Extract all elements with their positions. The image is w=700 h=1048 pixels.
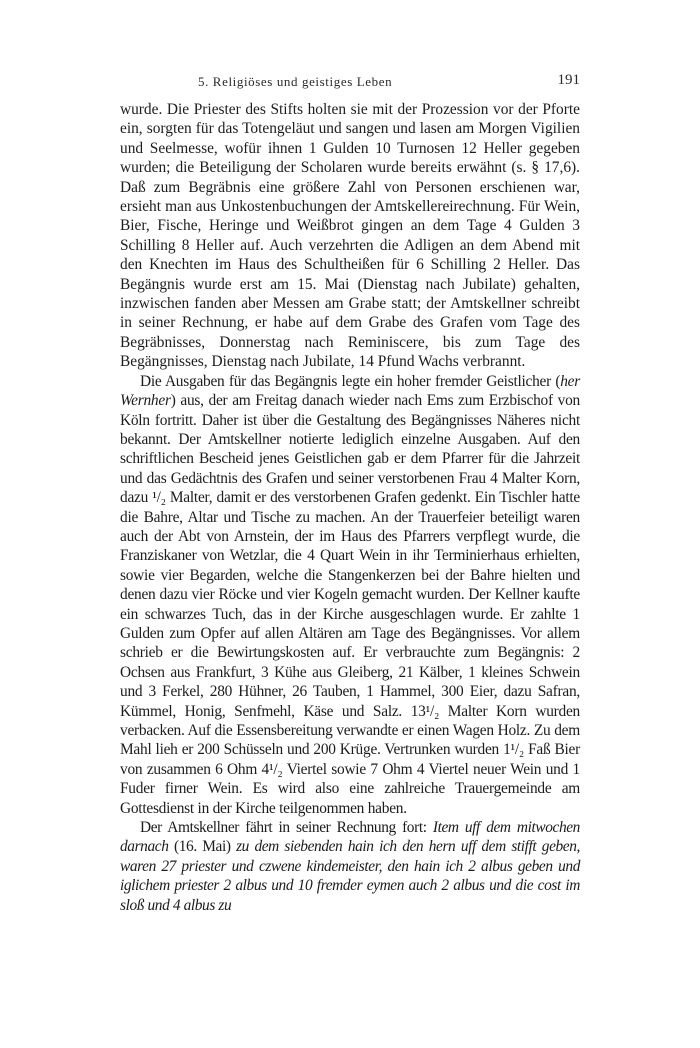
running-header	[120, 72, 580, 92]
text-segment: Der Amtskellner fährt in seiner Rechnung fort:	[140, 819, 433, 837]
page-number: 191	[557, 72, 580, 88]
paragraph-1	[120, 100, 580, 372]
paragraph-2	[120, 372, 580, 818]
text-segment: Die Ausgaben für das Begängnis legte ein hoher fremder Geistlicher (	[140, 372, 561, 390]
text-segment: ) aus, der am Freitag danach wieder nach Ems zum Erzbischof von Köln fortritt. Daher ist über die Gestaltung des Begängnisses Näheres nicht bekannt. Der Amtskellner notierte lediglich einzelne Ausgaben. Auf den schriftlichen Bescheid jenes Geistlichen gab er dem Pfarrer für die Jahrzeit und das Gedächtnis des Grafen und seiner verstorbenen Frau 4 Malter Korn, dazu ¹/₂ Malter, damit er des verstorbenen Grafen gedenkt. Ein Tischler hatte die Bahre, Altar und Tische zu machen. An der Trauerfeier beteiligt waren auch der Abt von Arnstein, der im Haus des Pfarrers verpflegt wurde, die Franziskaner von Wetzlar, die 4 Quart Wein in ihr Terminierhaus erhielten, sowie vier Begarden, welche die Stangenkerzen bei der Bahre hielten und denen dazu vier Röcke und vier Kogeln gemacht wurden. Der Kellner kaufte ein schwarzes Tuch, das in der Kirche ausgeschlagen wurde. Er zahlte 1 Gulden zum Opfer auf allen Altären am Tage des Begängnisses. Vor allem schrieb er die Bewirtungskosten auf. Er verbrauchte zum Begängnis: 2 Ochsen aus Frankfurt, 3 Kühe aus Gleiberg, 21 Kälber, 1 kleines Schwein und 3 Ferkel, 280 Hühner, 26 Tauben, 1 Hammel, 300 Eier, dazu Safran, Kümmel, Honig, Senfmehl, Käse und Salz. 13¹/₂ Malter Korn wurden verbacken. Auf die Essensbereitung verwandte er einen Wagen Holz. Zu dem Mahl lieh er 200 Schüsseln und 200 Krüge. Vertrunken wurden 1¹/₂ Faß Bier von zusammen 6 Ohm 4¹/₂ Viertel sowie 7 Ohm 4 Viertel neuer Wein und 1 Fuder firner Wein. Es wird also eine zahlreiche Trauergemeinde am Gottesdienst in der Kirche teilgenommen haben.	[120, 392, 580, 817]
italic-segment: her Wernher	[120, 372, 580, 410]
italic-segment: Item uff dem mitwochen darnach	[120, 819, 580, 856]
body-text	[120, 100, 580, 915]
text-segment: wurde. Die Priester des Stifts holten sie mit der Prozession vor der Pforte ein, sorgten für das Totengeläut und sangen und lasen am Morgen Vigilien und Seelmesse, wofür ihnen 1 Gulden 10 Turnosen 12 Heller gegeben wurden; die Beteiligung der Scholaren wurde bereits erwähnt (s. § 17,6). Daß zum Begräbnis eine größere Zahl von Personen erschienen war, ersieht man aus Unkostenbuchungen der Amtskellereirechnung. Für Wein, Bier, Fische, Heringe und Weißbrot gingen an dem Tage 4 Gulden 3 Schilling 8 Heller auf. Auch verzehrten die Adligen an dem Abend mit den Knechten im Haus des Schultheißen für 6 Schilling 2 Heller. Das Begängnis wurde erst am 15. Mai (Dienstag nach Jubilate) gehalten, inzwischen fanden aber Messen am Grabe statt; der Amtskellner schreibt in seiner Rechnung, er habe auf dem Grabe des Grafen vom Tage des Begräbnisses, Donnerstag nach Reminiscere, bis zum Tage des Begängnisses, Dienstag nach Jubilate, 14 Pfund Wachs verbrannt.	[120, 101, 580, 371]
paragraph-3	[120, 818, 580, 915]
italic-segment: zu dem siebenden hain ich den hern uff dem stifft geben, waren 27 priester und czwene kindemeister, den hain ich 2 albus geben und iglichem priester 2 albus und 10 fremder eymen auch 2 albus und die cost im sloß und 4 albus zu	[120, 838, 580, 914]
chapter-title: 5. Religiöses und geistiges Leben	[198, 74, 393, 89]
text-segment: (16. Mai)	[168, 838, 237, 856]
